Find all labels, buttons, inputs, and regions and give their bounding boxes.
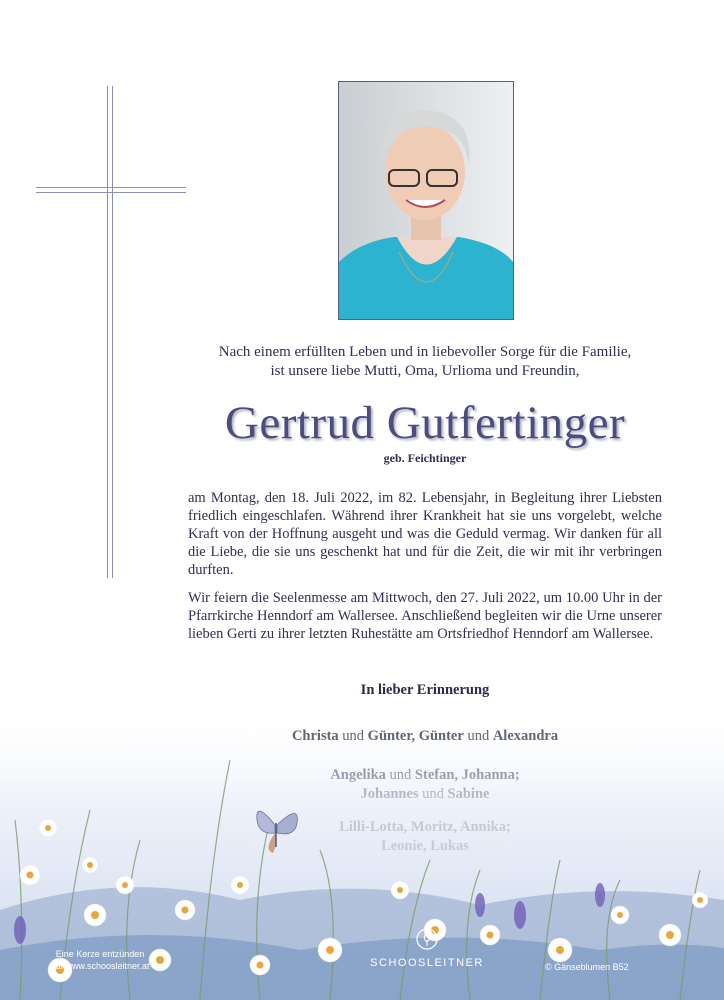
portrait-photo bbox=[338, 81, 514, 320]
copyright-text: © Gänseblumen B52 bbox=[545, 962, 629, 972]
candle-line-2: auf www.schoosleitner.at bbox=[50, 961, 150, 971]
intro-line-2: ist unsere liebe Mutti, Oma, Urlioma und Freundin, bbox=[270, 363, 580, 379]
candle-line-1: Eine Kerze entzünden bbox=[55, 949, 145, 959]
intro-text bbox=[180, 343, 670, 381]
brand-logo bbox=[362, 928, 492, 969]
deceased-name: Gertrud Gutfertinger bbox=[224, 397, 626, 449]
birth-name: geb. Feichtinger bbox=[383, 451, 467, 465]
funeral-mass-paragraph: Wir feiern die Seelenmesse am Mittwoch, den 27. Juli 2022, um 10.00 Uhr in der Pfarrkirche Henndorf am Wallersee. Anschließend begleiten wir die Urne unserer lieben Gerti zu ihrer letzten Ruhestätte am Ortsfriedhof Henndorf am Wallersee. bbox=[188, 590, 662, 642]
candle-link[interactable] bbox=[30, 948, 170, 972]
cross-horizontal bbox=[36, 187, 186, 193]
death-notice-paragraph: am Montag, den 18. Juli 2022, im 82. Lebensjahr, in Begleitung ihrer Liebsten friedlich eingeschlafen. Während ihrer Krankheit hat sie uns vorgelebt, welche Kraft von der Hoffnung ausgeht und was die Geduld vermag. Wir danken für all die Liebe, die sie uns geschenkt hat und für die Zeit, die wir mit ihr verbringen durften. bbox=[188, 490, 662, 578]
cross-vertical bbox=[107, 86, 113, 578]
portrait-illustration bbox=[339, 82, 513, 319]
memory-heading: In lieber Erinnerung bbox=[360, 682, 490, 698]
rose-logo-icon bbox=[416, 928, 438, 950]
brand-name: SCHOOSLEITNER bbox=[370, 957, 484, 969]
intro-line-1: Nach einem erfüllten Leben und in liebevoller Sorge für die Familie, bbox=[218, 344, 632, 360]
